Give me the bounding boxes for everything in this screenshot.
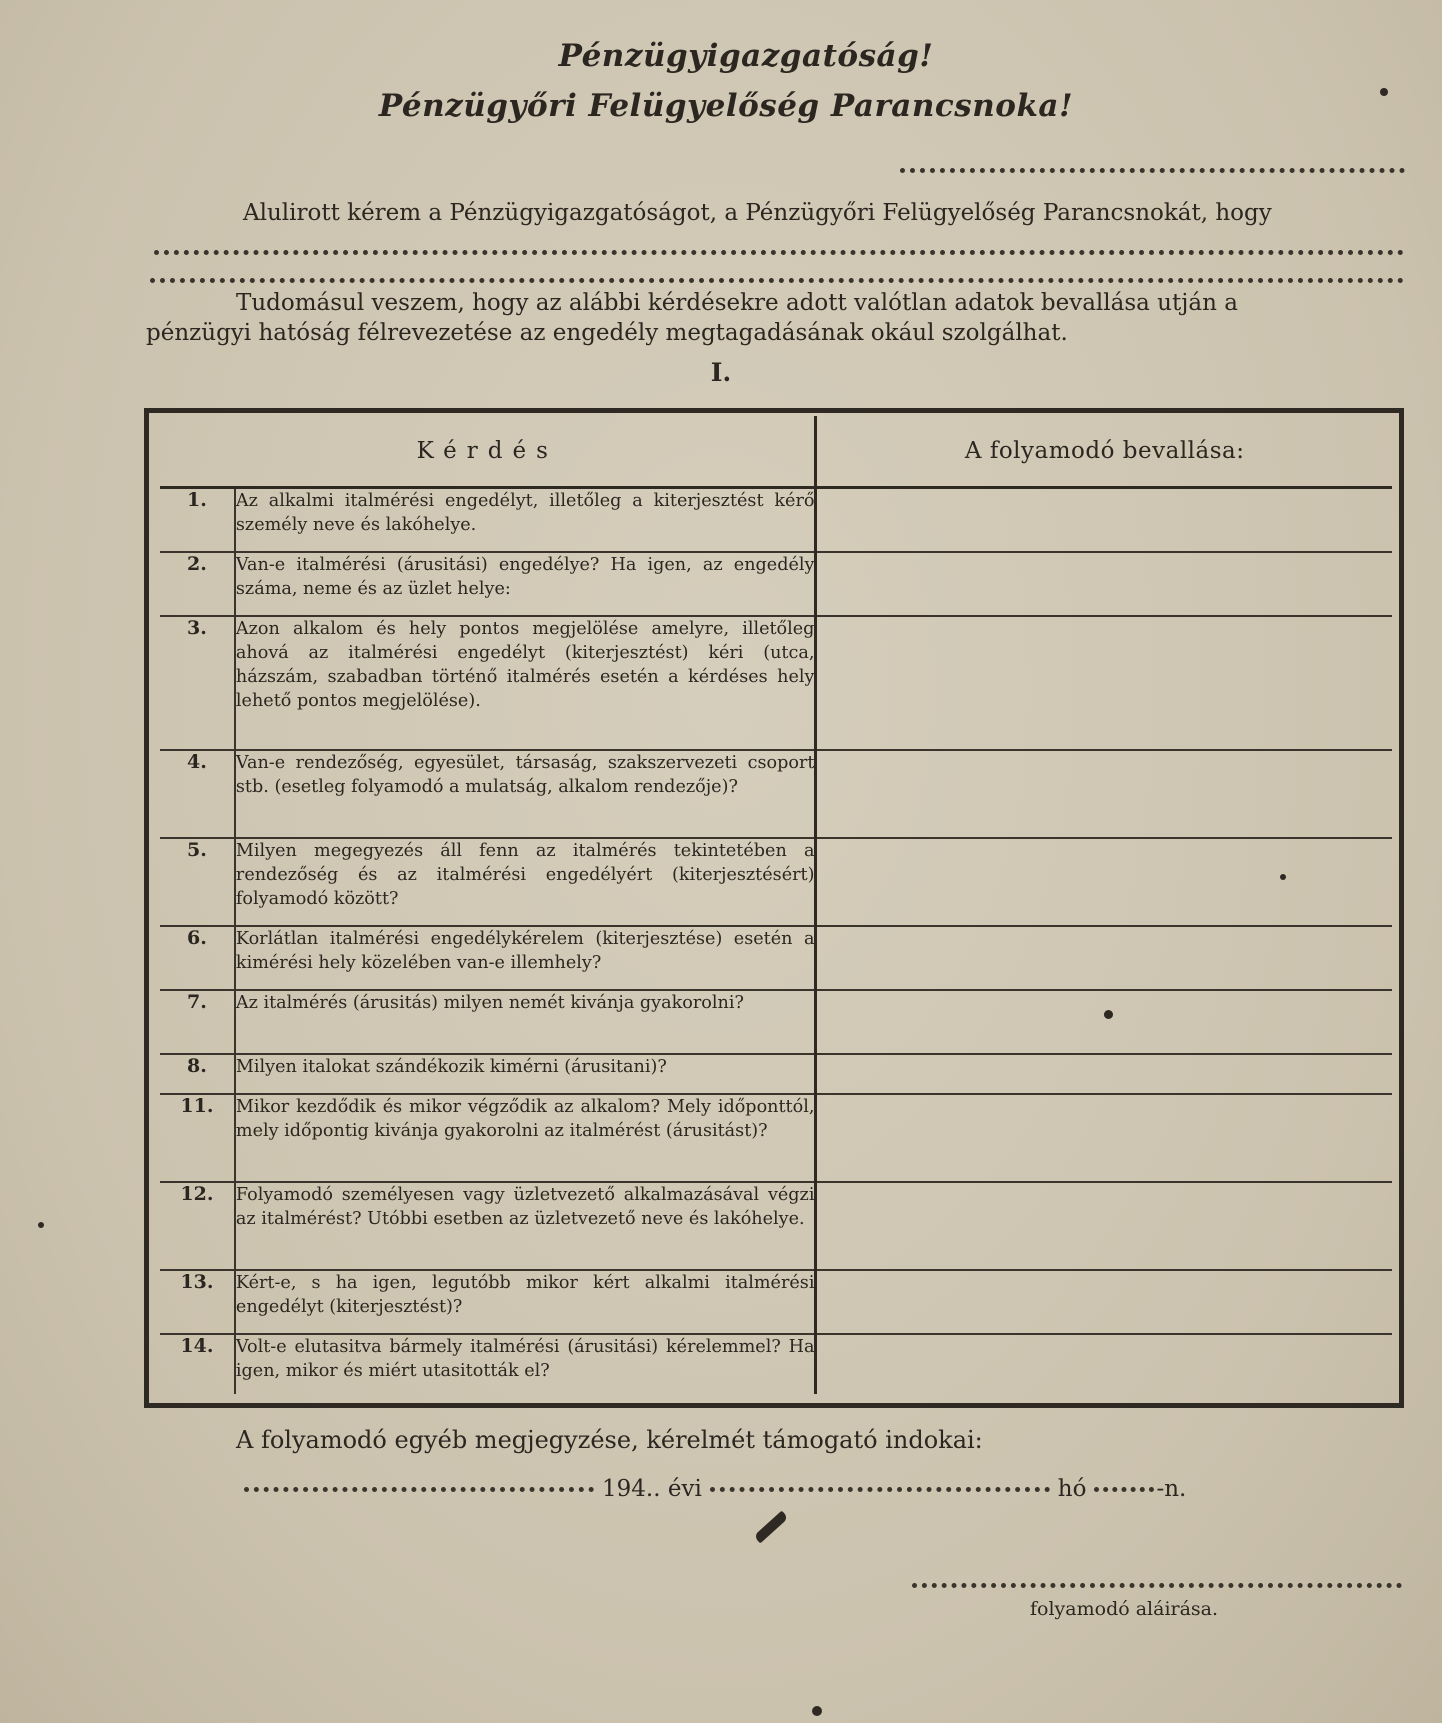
- row-answer-field[interactable]: [816, 926, 1392, 990]
- signature-label: folyamodó aláirása.: [1030, 1598, 1219, 1620]
- section-numeral: I.: [710, 358, 732, 387]
- ink-speck: [1380, 88, 1388, 96]
- month-field[interactable]: [710, 1487, 1050, 1492]
- table-row: [160, 990, 1392, 1054]
- row-answer-field[interactable]: [816, 1054, 1392, 1094]
- table-row: [160, 1270, 1392, 1334]
- row-question: Van-e italmérési (árusitási) engedélye? Ha igen, az engedély száma, neme és az üzlet helye:: [235, 552, 816, 616]
- title-line-1: Pénzügyigazgatóság!: [558, 38, 934, 74]
- ink-speck: [812, 1706, 822, 1716]
- row-answer-field[interactable]: [816, 552, 1392, 616]
- row-number: 1.: [160, 488, 235, 552]
- row-answer-field[interactable]: [816, 990, 1392, 1054]
- title-line-2: Pénzügyőri Felügyelőség Parancsnoka!: [378, 88, 1074, 124]
- row-question: Folyamodó személyesen vagy üzletvezető alkalmazásával végzi az italmérést? Utóbbi esetben az üzletvezető neve és lakóhelye.: [235, 1182, 816, 1270]
- row-question: Van-e rendezőség, egyesület, társaság, szakszervezeti csoport stb. (esetleg folyamodó a mulatság, alkalom rendezője)?: [235, 750, 816, 838]
- dotted-line-request-2: [150, 278, 1404, 283]
- row-number: 2.: [160, 552, 235, 616]
- table-row: [160, 926, 1392, 990]
- row-question: Az italmérés (árusitás) milyen nemét kivánja gyakorolni?: [235, 990, 816, 1054]
- year-text: 194.. évi: [602, 1476, 702, 1502]
- table-row: [160, 838, 1392, 926]
- row-answer-field[interactable]: [816, 616, 1392, 750]
- row-question: Azon alkalom és hely pontos megjelölése amelyre, illetőleg ahová az italmérési engedélyt (kiterjesztést) kéri (utca, házszám, szabadban történő italmérés esetén a kérdéses hely lehető pontos megjelölése).: [235, 616, 816, 750]
- row-number: 4.: [160, 750, 235, 838]
- intro-text: Alulirott kérem a Pénzügyigazgatóságot, a Pénzügyőri Felügyelőség Parancsnokát, hogy: [243, 200, 1272, 226]
- table-row: [160, 552, 1392, 616]
- table-row: [160, 1094, 1392, 1182]
- table-row: [160, 488, 1392, 552]
- row-number: 8.: [160, 1054, 235, 1094]
- notice-line-1: Tudomásul veszem, hogy az alábbi kérdésekre adott valótlan adatok bevallása utján a: [236, 290, 1238, 316]
- ink-speck: [38, 1222, 44, 1228]
- row-question: Mikor kezdődik és mikor végződik az alkalom? Mely időponttól, mely időpontig kivánja gyakorolni az italmérést (árusitást)?: [235, 1094, 816, 1182]
- row-question: Az alkalmi italmérési engedélyt, illetőleg a kiterjesztést kérő személy neve és lakóhelye.: [235, 488, 816, 552]
- ink-speck: [1280, 874, 1286, 880]
- ink-speck: [1104, 1010, 1113, 1019]
- table-row: [160, 1182, 1392, 1270]
- dotted-line-request-1: [154, 250, 1404, 255]
- row-number: 12.: [160, 1182, 235, 1270]
- row-answer-field[interactable]: [816, 1270, 1392, 1334]
- remarks-label: A folyamodó egyéb megjegyzése, kérelmét támogató indokai:: [236, 1426, 983, 1454]
- row-number: 7.: [160, 990, 235, 1054]
- row-answer-field[interactable]: [816, 1334, 1392, 1394]
- row-answer-field[interactable]: [816, 488, 1392, 552]
- row-question: Kért-e, s ha igen, legutóbb mikor kért alkalmi italmérési engedélyt (kiterjesztést)?: [235, 1270, 816, 1334]
- day-suffix: -n.: [1156, 1476, 1187, 1502]
- row-number: 13.: [160, 1270, 235, 1334]
- month-text: hó: [1057, 1476, 1087, 1502]
- header-question: Kérdés: [160, 416, 816, 488]
- row-answer-field[interactable]: [816, 1094, 1392, 1182]
- row-question: Volt-e elutasitva bármely italmérési (árusitási) kérelemmel? Ha igen, mikor és miért utasitották el?: [235, 1334, 816, 1394]
- row-number: 11.: [160, 1094, 235, 1182]
- row-number: 6.: [160, 926, 235, 990]
- day-field[interactable]: [1094, 1487, 1154, 1492]
- row-question: Milyen megegyezés áll fenn az italmérés tekintetében a rendezőség és az italmérési engedélyért (kiterjesztésért) folyamodó között?: [235, 838, 816, 926]
- notice-line-2: pénzügyi hatóság félrevezetése az engedély megtagadásának okául szolgálhat.: [146, 320, 1068, 346]
- row-number: 3.: [160, 616, 235, 750]
- date-line: [236, 1476, 1186, 1502]
- row-question: Korlátlan italmérési engedélykérelem (kiterjesztése) esetén a kimérési hely közelében van-e illemhely?: [235, 926, 816, 990]
- question-table: [160, 416, 1392, 1394]
- table-row: [160, 616, 1392, 750]
- table-row: [160, 750, 1392, 838]
- row-question: Milyen italokat szándékozik kimérni (árusitani)?: [235, 1054, 816, 1094]
- table-row: [160, 1054, 1392, 1094]
- row-answer-field[interactable]: [816, 1182, 1392, 1270]
- signature-field[interactable]: [912, 1583, 1402, 1588]
- table-header-row: [160, 416, 1392, 488]
- row-answer-field[interactable]: [816, 750, 1392, 838]
- row-answer-field[interactable]: [816, 838, 1392, 926]
- row-number: 5.: [160, 838, 235, 926]
- dotted-line-top: [900, 168, 1405, 173]
- header-answer: A folyamodó bevallása:: [816, 416, 1392, 488]
- place-field[interactable]: [244, 1487, 594, 1492]
- row-number: 14.: [160, 1334, 235, 1394]
- table-row: [160, 1334, 1392, 1394]
